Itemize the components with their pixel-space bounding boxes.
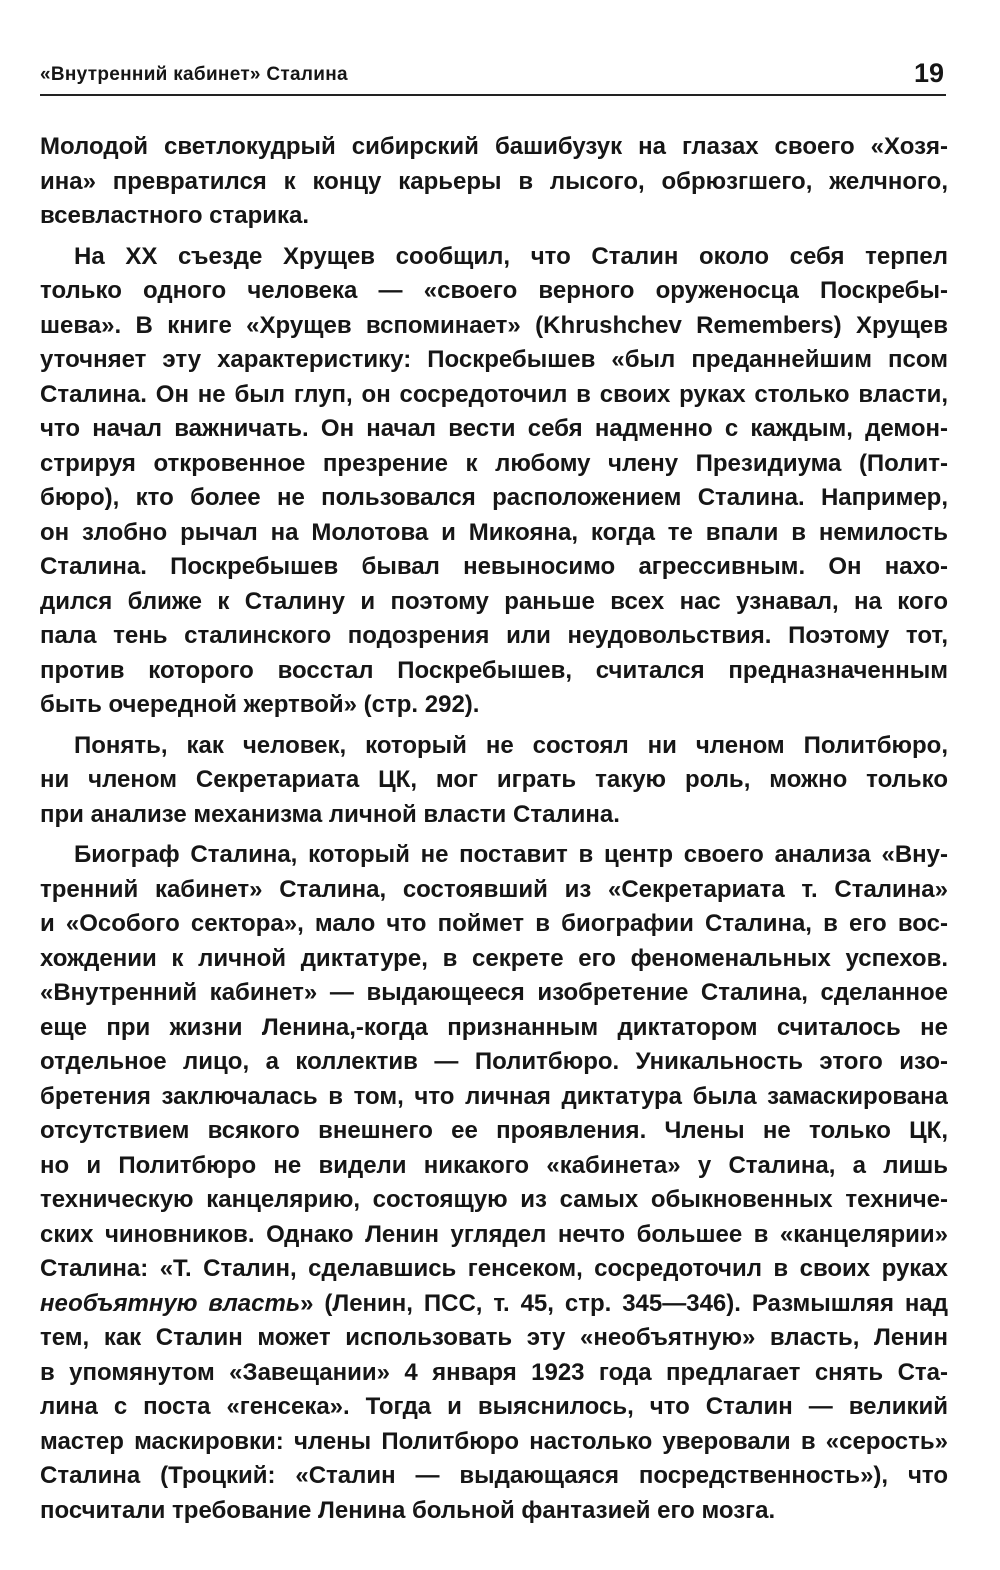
text-line: он злобно рычал на Молотова и Микояна, когда те впали в немилость	[40, 518, 948, 546]
text-line: отсутствием всякого внешнего ее проявления. Члены не только ЦК,	[40, 1117, 948, 1144]
text-line: Сталина (Троцкий: «Сталин — выдающаяся посредственность»), что	[40, 1462, 948, 1489]
running-head: «Внутренний кабинет» Сталина	[40, 64, 348, 85]
text-line: шева». В книге «Хрущев вспоминает» (Khrushchev Remembers) Хрущев	[40, 311, 948, 339]
page-body	[40, 130, 948, 1528]
text-line: что начал важничать. Он начал вести себя надменно с каждым, демон-	[40, 415, 948, 442]
text-line: На XX съезде Хрущев сообщил, что Сталин около себя терпел	[74, 242, 948, 270]
text-line: Молодой светлокудрый сибирский башибузук на глазах своего «Хозя-	[40, 133, 948, 160]
text-line: ина» превратился к концу карьеры в лысого, обрюзгшего, желчного,	[40, 167, 948, 195]
text-line: тренний кабинет» Сталина, состоявший из «Секретариата т. Сталина»	[40, 875, 948, 903]
text-line: Сталина: «Т. Сталин, сделавшись генсеком, сосредоточил в своих руках	[40, 1255, 948, 1282]
text-line: техническую канцелярию, состоящую из самых обыкновенных техниче-	[40, 1186, 948, 1213]
text-line: уточняет эту характеристику: Поскребышев «был преданнейшим псом	[40, 346, 948, 373]
text-line: бюро), кто более не пользовался расположением Сталина. Например,	[40, 484, 948, 511]
text-line: против которого восстал Поскребышев, считался предназначенным	[40, 656, 948, 684]
text-line: в упомянутом «Завещании» 4 января 1923 года предлагает снять Ста-	[40, 1358, 948, 1386]
text-line: мастер маскировки: члены Политбюро настолько уверовали в «серость»	[40, 1427, 948, 1455]
text-line: и «Особого сектора», мало что поймет в биографии Сталина, в его вос-	[40, 910, 948, 937]
text-line: дился ближе к Сталину и поэтому раньше всех нас узнавал, на кого	[40, 587, 948, 615]
text-line: Сталина. Он не был глуп, он сосредоточил в своих руках столько власти,	[40, 380, 948, 408]
text-line: хождении к личной диктатуре, в секрете его феноменальных успехов.	[40, 944, 948, 972]
text-line: быть очередной жертвой» (стр. 292).	[40, 691, 480, 718]
italic-phrase: необъятную власть	[40, 1289, 301, 1317]
line-remainder: » (Ленин, ПСС, т. 45, стр. 345—346). Размышляя над	[300, 1289, 948, 1317]
text-line: но и Политбюро не видели никакого «кабинета» у Сталина, а лишь	[40, 1151, 948, 1179]
text-line: посчитали требование Ленина больной фантазией его мозга.	[40, 1496, 776, 1524]
text-line: только одного человека — «своего верного оруженосца Поскребы-	[40, 277, 948, 304]
text-line: всевластного старика.	[40, 202, 310, 229]
text-line: стрируя откровенное презрение к любому члену Президиума (Полит-	[40, 449, 948, 477]
text-line: тем, как Сталин может использовать эту «необъятную» власть, Ленин	[40, 1324, 948, 1351]
text-line: бретения заключалась в том, что личная диктатура была замаскирована	[40, 1082, 948, 1110]
text-line: ских чиновников. Однако Ленин углядел нечто большее в «канцелярии»	[40, 1220, 948, 1248]
text-line: лина с поста «генсека». Тогда и выяснилось, что Сталин — великий	[40, 1393, 948, 1420]
page-header	[40, 58, 946, 96]
text-line	[40, 1287, 948, 1322]
text-line: Понять, как человек, который не состоял ни членом Политбюро,	[74, 731, 948, 759]
text-line: при анализе механизма личной власти Сталина.	[40, 800, 620, 828]
text-line: ни членом Секретариата ЦК, мог играть такую роль, можно только	[40, 766, 948, 793]
text-line: Биограф Сталина, который не поставит в центр своего анализа «Вну-	[74, 841, 948, 868]
text-line: Сталина. Поскребышев бывал невыносимо агрессивным. Он нахо-	[40, 553, 948, 580]
text-line: еще при жизни Ленина,-когда признанным диктатором считалось не	[40, 1013, 948, 1041]
text-line: «Внутренний кабинет» — выдающееся изобретение Сталина, сделанное	[40, 979, 948, 1006]
page-number: 19	[913, 58, 944, 88]
text-line: пала тень сталинского подозрения или неудовольствия. Поэтому тот,	[40, 622, 948, 649]
text-line: отдельное лицо, а коллектив — Политбюро. Уникальность этого изо-	[40, 1048, 948, 1075]
